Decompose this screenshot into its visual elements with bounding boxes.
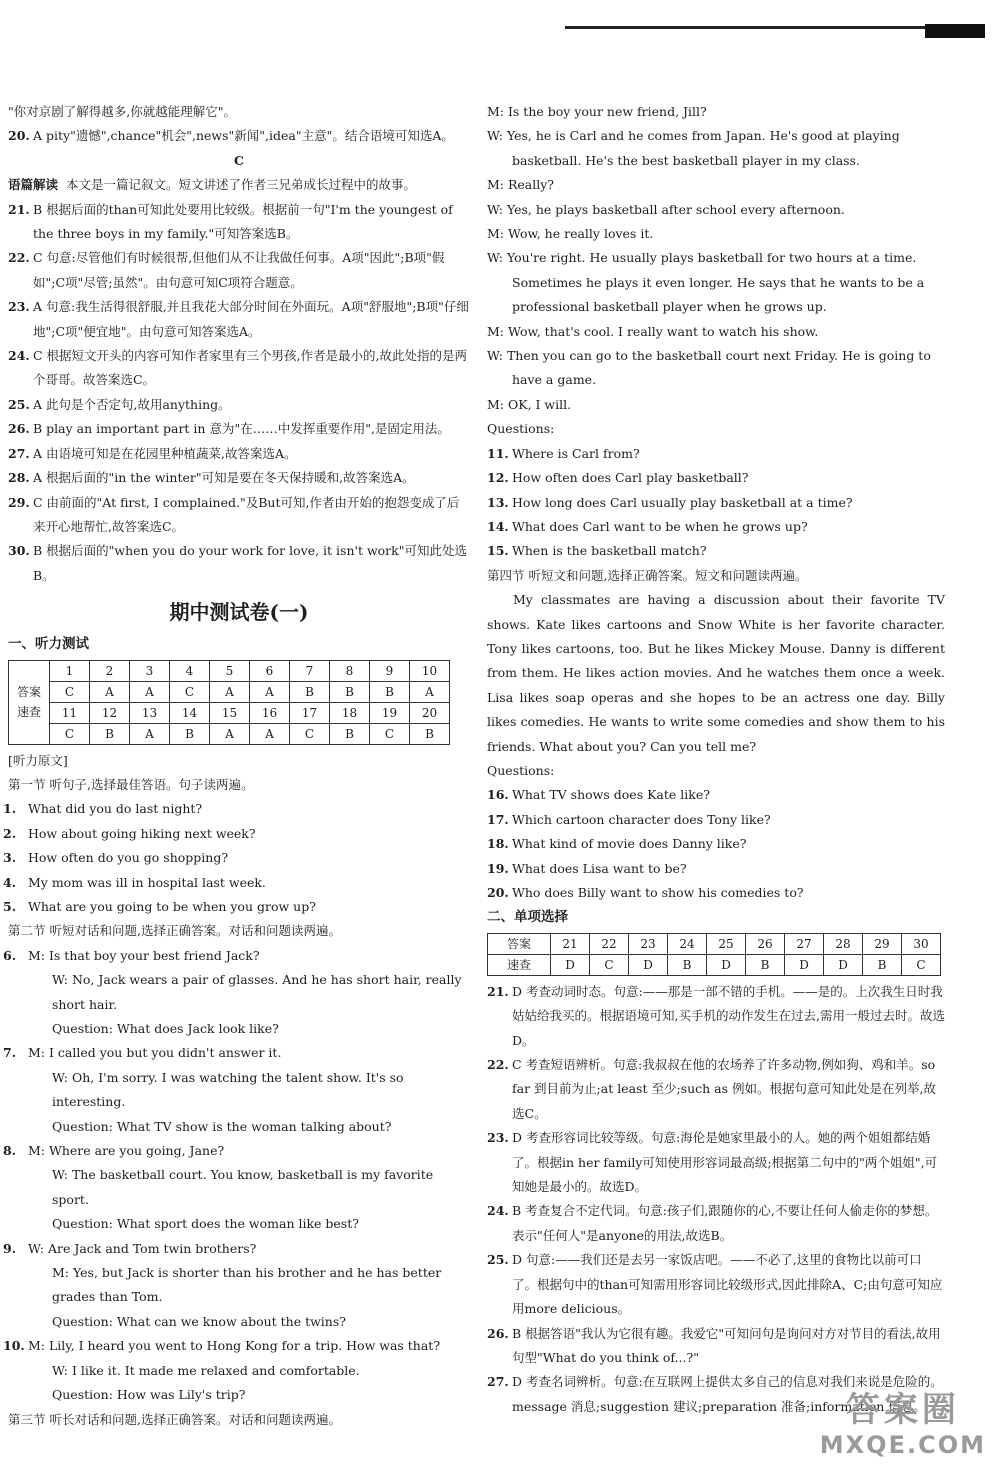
exam-title: 期中测试卷(一) [169, 600, 309, 625]
answer-29: 29. C 由前面的"At first, I complained."及But可知,作者由开始的抱怨变成了后来开心地帮忙,故答案选C。 [8, 494, 460, 534]
answer-28: 28. A 根据后面的"in the winter"可知是要在冬天保持暖和,故答案选A。 [8, 470, 415, 486]
table-cell: C [50, 723, 90, 744]
long-dialogue-line: W: Yes, he is Carl and he comes from Japan. He's good at playing basketball. He's the best basketball player in my class. [487, 128, 900, 168]
long-dialogue-line: M: Really? [487, 177, 555, 193]
answer-27: 27. A 由语境可知是在花园里种植蔬菜,故答案选A。 [8, 445, 297, 461]
table-label: 答案 速查 [9, 660, 50, 744]
table-cell: 9 [370, 660, 410, 681]
question-19: 19. What does Lisa want to be? [487, 860, 687, 876]
table-cell: A [250, 681, 290, 702]
answer-table-listening [8, 660, 450, 745]
answer-b23: 23. D 考查形容词比较等级。句意:海伦是她家里最小的人。她的两个姐姐都结婚了。根据in her family可知使用形容词最高级;根据第二句中的"两个姐姐",可知她是最小的。故选D。 [487, 1130, 938, 1195]
header-rule [565, 22, 985, 40]
answer-b21: 21. D 考查动词时态。句意:——那是一部不错的手机。——是的。上次我生日时我姑姑给我买的。根据语境可知,买手机的动作发生在过去,需用一般过去时。故选D。 [487, 983, 945, 1048]
table-cell: B [290, 681, 330, 702]
table-cell: A [130, 681, 170, 702]
answer-b25: 25. D 句意:——我们还是去另一家饭店吧。——不必了,这里的食物比以前可口了。根据句中的than可知需用形容词比较级形式,因此排除A、C;由句意可知应用more delicious。 [487, 1252, 943, 1317]
long-dialogue-line: M: Wow, that's cool. I really want to watch his show. [487, 323, 819, 339]
answer-b26: 26. B 根据答语"我认为它很有趣。我爱它"可知问句是询问对方对节目的看法,故用句型"What do you think of...?" [487, 1325, 941, 1365]
table-cell: 12 [90, 702, 130, 723]
table-cell: 16 [250, 702, 290, 723]
table-cell: 27 [785, 933, 824, 954]
dialogue-6-m: 6. M: Is that boy your best friend Jack? [3, 947, 260, 963]
table-cell: 18 [330, 702, 370, 723]
table-cell: C [290, 723, 330, 744]
passage-summary: 语篇解读 本文是一篇记叙文。短文讲述了作者三兄弟成长过程中的故事。 [8, 177, 416, 193]
part1-title: 一、听力测试 [8, 636, 89, 653]
table-cell: 25 [707, 933, 746, 954]
answer-b27: 27. D 考查名词辨析。句意:在互联网上提供太多自己的信息对我们来说是危险的。message 消息;suggestion 建议;preparation 准备;information 信息。 [487, 1374, 943, 1414]
table-cell: 23 [629, 933, 668, 954]
dialogue-10-w: W: I like it. It made me relaxed and comfortable. [52, 1362, 360, 1378]
answer-b24: 24. B 考查复合不定代词。句意:孩子们,跟随你的心,不要让任何人偷走你的梦想。表示"任何人"是anyone的用法,故选B。 [487, 1203, 938, 1243]
script-label: [听力原文] [8, 752, 68, 768]
table-cell: C [170, 681, 210, 702]
question-14: 14. What does Carl want to be when he grows up? [487, 518, 808, 534]
table-cell: 1 [50, 660, 90, 681]
listening-passage: My classmates are having a discussion about their favorite TV shows. Kate likes cartoons and Snow White is her favorite character. Tony likes cartoons, too. But he likes Mickey Mouse. Danny is different from them. He likes action movies. And he watches them once a week. Lisa likes soap operas and she hopes to be an actress one day. Billy likes comedies. He wants to write some comedies and show them to his friends. What about you? Can you tell me? [487, 592, 945, 754]
table-cell: 4 [170, 660, 210, 681]
table-cell: A [410, 681, 450, 702]
table-cell: A [130, 723, 170, 744]
table-cell: C [370, 723, 410, 744]
table-cell: B [330, 681, 370, 702]
table-cell: B [370, 681, 410, 702]
answer-22: 22. C 句意:尽管他们有时候很帮,但他们从不让我做任何事。A项"因此";B项"假如";C项"尽管;虽然"。由句意可知C项符合题意。 [8, 250, 445, 290]
answer-21: 21. B 根据后面的than可知此处要用比较级。根据前一句"I'm the youngest of the three boys in my family."可知答案选B。 [8, 201, 453, 242]
dialogue-7-w: W: Oh, I'm sorry. I was watching the talent show. It's so interesting. [52, 1069, 404, 1110]
answer-30: 30. B 根据后面的"when you do your work for love, it isn't work"可知此处选B。 [8, 543, 467, 583]
table-cell: B [410, 723, 450, 744]
dialogue-9-question: Question: What can we know about the twins? [52, 1313, 346, 1329]
watermark-logo-text: 答案圈 [845, 1390, 960, 1430]
table-cell: B [330, 723, 370, 744]
answer-26: 26. B play an important part in 意为"在……中发挥重要作用",是固定用法。 [8, 421, 450, 437]
answer-20: 20. A pity"遗憾",chance"机会",news"新闻",idea"主意"。结合语境可知选A。 [8, 128, 454, 144]
table-cell: A [210, 723, 250, 744]
dialogue-6-w: W: No, Jack wears a pair of glasses. And he has short hair, really short hair. [52, 972, 462, 1012]
table-cell: C [902, 954, 941, 975]
question-17: 17. Which cartoon character does Tony like? [487, 811, 771, 827]
part2-title: 二、单项选择 [487, 909, 568, 926]
right-column [487, 100, 945, 1419]
table-cell: 8 [330, 660, 370, 681]
table-cell: 22 [590, 933, 629, 954]
section-1-heading: 第一节 听句子,选择最佳答语。句子读两遍。 [8, 776, 254, 792]
table-cell: B [863, 954, 902, 975]
dialogue-8-m: 8. M: Where are you going, Jane? [3, 1143, 225, 1159]
question-18: 18. What kind of movie does Danny like? [487, 836, 747, 852]
dialogue-10-question: Question: How was Lily's trip? [52, 1387, 246, 1403]
table-cell: 29 [863, 933, 902, 954]
table-cell: 5 [210, 660, 250, 681]
long-dialogue-line: M: OK, I will. [487, 396, 572, 412]
question-20: 20. Who does Billy want to show his comedies to? [487, 885, 804, 900]
dialogue-9-m: M: Yes, but Jack is shorter than his brother and he has better grades than Tom. [52, 1265, 442, 1305]
long-dialogue-line: M: Wow, he really loves it. [487, 226, 654, 242]
dialogue-8-w: W: The basketball court. You know, basketball is my favorite sport. [52, 1167, 434, 1207]
table-cell: 6 [250, 660, 290, 681]
dialogue-7-m: 7. M: I called you but you didn't answer it. [3, 1045, 282, 1061]
table-label: 答案 [488, 933, 551, 954]
table-cell: 17 [290, 702, 330, 723]
dialogue-6-question: Question: What does Jack look like? [52, 1021, 279, 1036]
table-cell: 11 [50, 702, 90, 723]
table-cell: 26 [746, 933, 785, 954]
table-cell: 14 [170, 702, 210, 723]
section-c-heading: C [234, 152, 244, 168]
table-cell: 13 [130, 702, 170, 723]
table-cell: D [824, 954, 863, 975]
table-cell: 24 [668, 933, 707, 954]
long-dialogue-line: W: Then you can go to the basketball court next Friday. He is going to have a game. [487, 348, 931, 388]
dialogue-8-question: Question: What sport does the woman like best? [52, 1216, 359, 1232]
table-cell: D [707, 954, 746, 975]
table-cell: C [50, 681, 90, 702]
table-cell: 28 [824, 933, 863, 954]
table-cell: D [785, 954, 824, 975]
answer-23: 23. A 句意:我生活得很舒服,并且我花大部分时间在外面玩。A项"舒服地";B项"仔细地";C项"便宜地"。由句意可知答案选A。 [8, 299, 469, 339]
question-4: 4. My mom was ill in hospital last week. [3, 874, 266, 890]
table-cell: B [668, 954, 707, 975]
answer-b22: 22. C 考查短语辨析。句意:我叔叔在他的农场养了许多动物,例如狗、鸡和羊。so far 到目前为止;at least 至少;such as 例如。根据句意可知此处是在列举,故选C。 [487, 1057, 936, 1121]
question-16: 16. What TV shows does Kate like? [487, 787, 710, 803]
question-12: 12. How often does Carl play basketball? [487, 470, 749, 486]
question-11: 11. Where is Carl from? [487, 445, 640, 461]
table-cell: 2 [90, 660, 130, 681]
table-cell: B [90, 723, 130, 744]
watermark [820, 1382, 986, 1459]
table-cell: 19 [370, 702, 410, 723]
header-thick-rule [925, 24, 985, 38]
table-cell: 3 [130, 660, 170, 681]
table-cell: C [590, 954, 629, 975]
question-3: 3. How often do you go shopping? [3, 850, 229, 866]
answer-table-choice [487, 933, 941, 976]
question-13: 13. How long does Carl usually play basketball at a time? [487, 494, 853, 510]
watermark-url: MXQE.COM [819, 1431, 986, 1459]
answer-25: 25. A 此句是个否定句,故用anything。 [8, 396, 231, 412]
answer-line: "你对京剧了解得越多,你就越能理解它"。 [8, 104, 236, 119]
questions-label: Questions: [487, 762, 555, 778]
table-cell: 21 [551, 933, 590, 954]
table-cell: 7 [290, 660, 330, 681]
table-cell: 20 [410, 702, 450, 723]
table-cell: 30 [902, 933, 941, 954]
section-3-heading: 第三节 听长对话和问题,选择正确答案。对话和问题读两遍。 [8, 1411, 341, 1427]
table-cell: D [551, 954, 590, 975]
left-column [3, 100, 470, 1432]
table-cell: A [210, 681, 250, 702]
table-cell: A [90, 681, 130, 702]
questions-label: Questions: [487, 421, 555, 437]
header-thin-rule [565, 26, 985, 29]
table-cell: D [629, 954, 668, 975]
dialogue-10-m: 10. M: Lily, I heard you went to Hong Kong for a trip. How was that? [3, 1338, 441, 1354]
long-dialogue-line: W: You're right. He usually plays basketball for two hours at a time. Sometimes he plays it even longer. He says that he wants to be a professional basketball player when he grows up. [487, 250, 925, 315]
section-4-heading: 第四节 听短文和问题,选择正确答案。短文和问题读两遍。 [487, 567, 808, 583]
table-cell: A [250, 723, 290, 744]
answer-24: 24. C 根据短文开头的内容可知作者家里有三个男孩,作者是最小的,故此处指的是两个哥哥。故答案选C。 [8, 348, 467, 388]
table-cell: 15 [210, 702, 250, 723]
question-2: 2. How about going hiking next week? [3, 825, 256, 841]
table-cell: B [746, 954, 785, 975]
dialogue-9-w: 9. W: Are Jack and Tom twin brothers? [3, 1240, 257, 1256]
table-label: 速查 [488, 954, 551, 975]
question-5: 5. What are you going to be when you grow up? [3, 898, 316, 914]
dialogue-7-question: Question: What TV show is the woman talking about? [52, 1118, 392, 1134]
table-cell: B [170, 723, 210, 744]
question-1: 1. What did you do last night? [3, 801, 203, 817]
question-15: 15. When is the basketball match? [487, 543, 707, 559]
section-2-heading: 第二节 听短对话和问题,选择正确答案。对话和问题读两遍。 [8, 923, 341, 939]
long-dialogue-line: W: Yes, he plays basketball after school every afternoon. [487, 201, 845, 217]
table-cell: 10 [410, 660, 450, 681]
long-dialogue-line: M: Is the boy your new friend, Jill? [487, 104, 707, 119]
